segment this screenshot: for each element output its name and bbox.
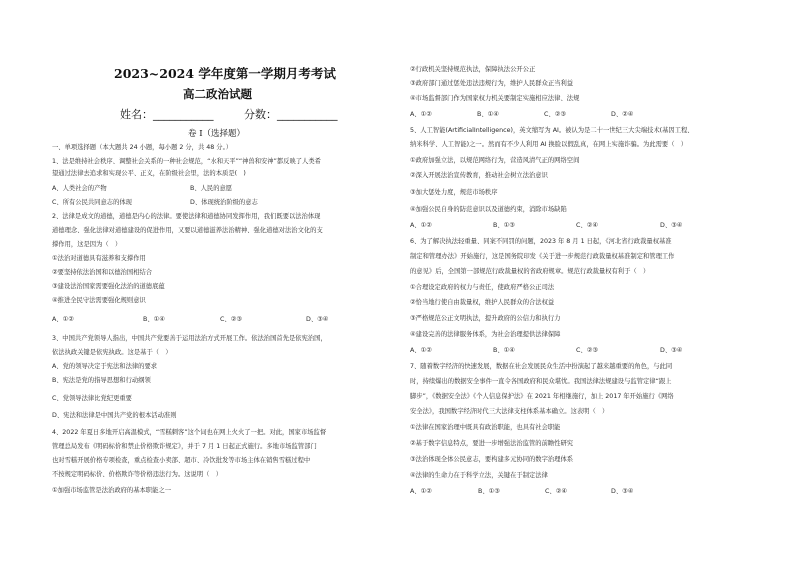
name-field[interactable]: 姓名：___________ xyxy=(120,108,214,121)
question-text: 依法执政关键是依宪执政。这是基于（ ） xyxy=(52,349,172,356)
statement-item: ②恰当地行使自由裁量权，维护人民群众的合法权益 xyxy=(410,299,555,306)
option-d[interactable]: D、宪法和法律是中国共产党的根本活动准则 xyxy=(52,412,177,419)
question-text: 5、人工智能(ArtificialIntelligence)，英文缩写为 AI。被认为是二十一世纪三大尖端技术(基因工程、 xyxy=(410,127,694,134)
option-d[interactable]: D、③④ xyxy=(660,347,683,354)
option-d[interactable]: D、②④ xyxy=(611,111,634,118)
statement-item: ③建设法治国家需要强化法治的道德底蕴 xyxy=(52,283,165,290)
statement-item: ②行政机关坚持规范执法，保障执法公开公正 xyxy=(410,66,536,73)
option-a[interactable]: A、①② xyxy=(410,111,432,118)
option-d[interactable]: D、③④ xyxy=(306,316,329,323)
option-a[interactable]: A、①② xyxy=(410,347,432,354)
question-text: 1、法是维持社会秩序、调整社会关系的一种社会规范，“水和天平”“神兽和安神”都反映了人类希 xyxy=(52,158,321,165)
question-text: 管理总局发布《明码标价和禁止价格欺诈规定》，并于 7 月 1 日起正式施行。多地市场监管部门 xyxy=(52,443,317,450)
statement-item: ①法律在国家治理中既具有政治职能，也具有社会职能 xyxy=(410,424,561,431)
statement-item: ④建设完善的法律服务体系，为社会治理提供法律保障 xyxy=(410,331,561,338)
option-b[interactable]: B、①③ xyxy=(478,488,500,495)
option-a[interactable]: A、党的领导决定于宪法和法律的要求 xyxy=(52,363,158,370)
question-text: 3、中国共产党领导人指出，中国共产党要善于运用法治方式开展工作。依法治国首先是依宪治国， xyxy=(52,335,327,342)
option-c[interactable]: C、②③ xyxy=(220,316,242,323)
option-b[interactable]: B、①④ xyxy=(477,111,499,118)
option-c[interactable]: C、所有公民共同意志的体现 xyxy=(52,199,132,206)
question-text: 安全法》，我国数字经济时代三大法律支柱体系基本确立。这表明（ ） xyxy=(410,408,609,415)
score-field[interactable]: 分数：___________ xyxy=(244,108,338,121)
statement-item: ③严格规范公正文明执法，提升政府的公信力和执行力 xyxy=(410,315,561,322)
question-text: 的意见》后，全国第一部规范行政裁量权的省政府规章。规范行政裁量权有利于（ ） xyxy=(410,268,650,275)
question-text: 2、法律是成文的道德，道德是内心的法律。要使法律和道德协同发挥作用，我们既要以法治体现 xyxy=(52,213,321,220)
statement-item: ④推进全民守法需要强化规则意识 xyxy=(52,297,146,304)
statement-item: ④法律的生命力在于科学立法，关键在于制定法律 xyxy=(410,472,548,479)
option-b[interactable]: B、宪法是党的指导思想和行动纲领 xyxy=(52,377,151,384)
statement-item: ②要坚持依法治国和以德治国相结合 xyxy=(52,269,153,276)
option-d[interactable]: D、③④ xyxy=(660,222,683,229)
question-text: 望通过法律去追求和实现公平、正义，在阶级社会里，法的本质是( ) xyxy=(52,170,246,177)
part-title: 卷 I（选择题） xyxy=(188,129,246,139)
option-a[interactable]: A、人类社会的产物 xyxy=(52,185,107,192)
statement-item: ④市场监督部门作为国家权力机关要制定实施相应法律、法规 xyxy=(410,95,580,102)
statement-item: ②深入开展法治宣传教育，推动社会树立法治意识 xyxy=(410,172,548,179)
option-d[interactable]: D、体现统治阶级的意志 xyxy=(190,199,258,206)
option-a[interactable]: A、①② xyxy=(52,316,74,323)
option-a[interactable]: A、①② xyxy=(410,222,432,229)
question-text: 时，持续爆出的数据安全事件一直令各国政府和民众堪忧。我国法律法规建设与监管定律“跟上 xyxy=(410,378,672,385)
subject-title: 高二政治试题 xyxy=(183,87,252,101)
question-text: 制定和管理办法》开始施行，这是国务院印发《关于进一步规范行政裁量权基准制定和管理工作 xyxy=(410,253,675,260)
option-c[interactable]: C、②④ xyxy=(545,488,567,495)
statement-item: ①法治对道德具有滋养和支撑作用 xyxy=(52,255,146,262)
section-heading: 一、单项选择题（本大题共 24 小题，每小题 2 分，共 48 分。） xyxy=(52,144,233,151)
option-c[interactable]: C、②④ xyxy=(576,222,598,229)
question-text: 7、随着数字经济的快速发展，数据在社会发展民众生活中扮演起了越来越重要的角色，与此同 xyxy=(410,363,673,370)
option-b[interactable]: B、人民的意愿 xyxy=(190,185,233,192)
question-text: 撑作用，这是因为（ ） xyxy=(52,241,122,248)
question-text: 脚步”，《数据安全法》《个人信息保护法》在 2021 年相继施行，加上 2017 年开始施行《网络 xyxy=(410,393,674,400)
option-b[interactable]: B、①③ xyxy=(493,222,515,229)
statement-item: ③加大惩处力度，规范市场秩序 xyxy=(410,189,498,196)
question-text: 也对雪糕开展价格专项检查，重点检查小卖部、超市、冷饮批发等市场主体在销售雪糕过程中 xyxy=(52,457,311,464)
option-c[interactable]: C、党领导法律比党纪更重要 xyxy=(52,395,132,402)
option-c[interactable]: C、②③ xyxy=(576,347,598,354)
option-b[interactable]: B、①④ xyxy=(143,316,165,323)
statement-item: ③法治体现全体公民意志，要构建多元协同的数字治理体系 xyxy=(410,456,574,463)
statement-item: ③政府部门通过惩处违法违规行为，维护人民群众正当利益 xyxy=(410,80,574,87)
question-text: 6、为了解决执法轻重量、同案不同罚的问题，2023 年 8 月 1 日起，《河北省行政裁量权基准 xyxy=(410,238,672,245)
question-text: 纳米科学、人工智能)之一。然而有不少人利用 AI 换脸以假乱真，在网上实施诈骗。为此需要（ ） xyxy=(410,141,688,148)
statement-item: ④加强公民自身的防范意识以及道德约束，消除市场缺陷 xyxy=(410,206,567,213)
statement-item: ②基于数字信息特点，要进一步增强法治监管的前瞻性研究 xyxy=(410,440,574,447)
option-c[interactable]: C、②③ xyxy=(544,111,566,118)
option-a[interactable]: A、①② xyxy=(410,488,432,495)
question-text: 道德理念、强化法律对道德建设的促进作用，又要以道德滋养法治精神、强化道德对法治文化的支 xyxy=(52,227,323,234)
question-text: 不按规定明码标价、价格欺诈等价格违法行为。这说明（ ） xyxy=(52,471,223,478)
exam-title: 2023~2024 学年度第一学期月考考试 xyxy=(114,66,336,81)
statement-item: ①加强市场监管是法治政府的基本职能之一 xyxy=(52,487,171,494)
statement-item: ①政府加强立法，以规范网络行为，营造风清气正的网络空间 xyxy=(410,157,580,164)
question-text: 4、2022 年夏日多地开启高温模式，“雪糕刺客”这个词也在网上火火了一把。对此，国家市场监督 xyxy=(52,429,327,436)
option-b[interactable]: B、①④ xyxy=(493,347,515,354)
option-d[interactable]: D、③④ xyxy=(611,488,634,495)
statement-item: ①合理设定政府的权力与责任，使政府严格公正司法 xyxy=(410,284,555,291)
